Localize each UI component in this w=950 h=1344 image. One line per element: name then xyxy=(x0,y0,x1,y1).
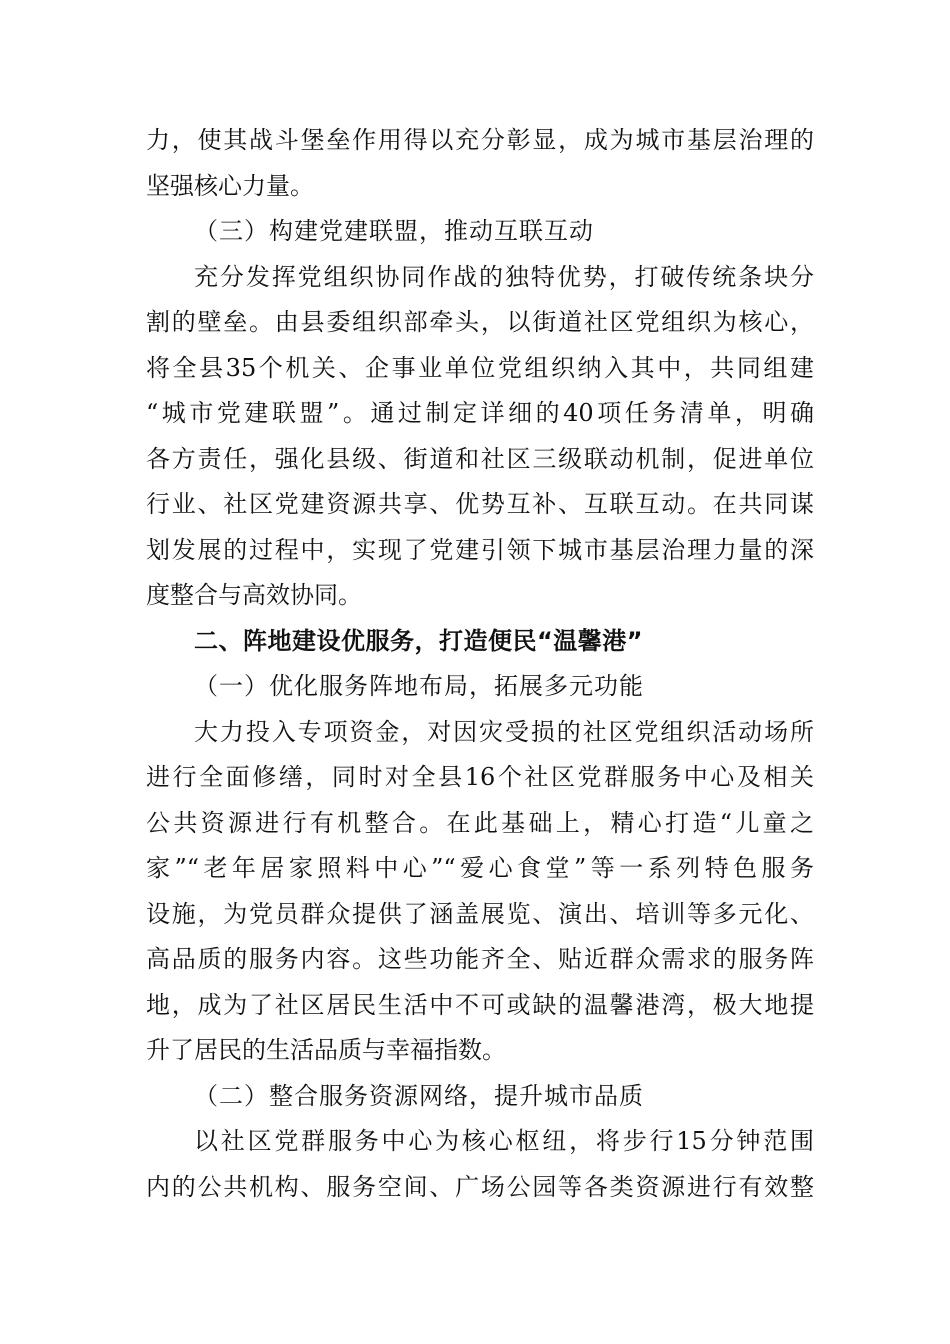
paragraph-first-line: 以社区党群服务中心为核心枢纽，将步行15分钟范围 xyxy=(194,1127,814,1155)
subsection-heading: （三）构建党建联盟，推动互联互动 xyxy=(194,217,594,245)
subsection-heading: （一）优化服务阵地布局，拓展多元功能 xyxy=(194,672,644,700)
body-text-line: 进行全面修缮，同时对全县16个社区党群服务中心及相关 xyxy=(146,763,814,791)
body-text-line: 割的壁垒。由县委组织部牵头，以街道社区党组织为核心， xyxy=(146,308,814,336)
paragraph-first-line: 大力投入专项资金，对因灾受损的社区党组织活动场所 xyxy=(194,718,814,746)
body-text-line: 度整合与高效协同。 xyxy=(146,581,362,609)
body-text-line: 将全县35个机关、企事业单位党组织纳入其中，共同组建 xyxy=(146,354,814,382)
body-text-line: 各方责任，强化县级、街道和社区三级联动机制，促进单位 xyxy=(146,445,814,473)
body-text-line: 力，使其战斗堡垒作用得以充分彰显，成为城市基层治理的 xyxy=(146,126,814,154)
section-heading: 二、阵地建设优服务，打造便民“温馨港” xyxy=(194,627,644,655)
body-text-line: 行业、社区党建资源共享、优势互补、互联互动。在共同谋 xyxy=(146,490,814,518)
body-text-line: 升了居民的生活品质与幸福指数。 xyxy=(146,1036,506,1064)
body-text-line: 坚强核心力量。 xyxy=(146,172,314,200)
body-text-line: 高品质的服务内容。这些功能齐全、贴近群众需求的服务阵 xyxy=(146,945,814,973)
subsection-heading: （二）整合服务资源网络，提升城市品质 xyxy=(194,1082,644,1110)
body-text-line: 公共资源进行有机整合。在此基础上，精心打造“儿童之 xyxy=(146,809,814,837)
body-text-line: “城市党建联盟”。通过制定详细的40项任务清单，明确 xyxy=(146,399,814,427)
body-text-line: 划发展的过程中，实现了党建引领下城市基层治理力量的深 xyxy=(146,536,814,564)
body-text-line: 设施，为党员群众提供了涵盖展览、演出、培训等多元化、 xyxy=(146,900,814,928)
paragraph-first-line: 充分发挥党组织协同作战的独特优势，打破传统条块分 xyxy=(194,263,814,291)
body-text-line: 内的公共机构、服务空间、广场公园等各类资源进行有效整 xyxy=(146,1173,814,1201)
body-text-line: 家”“老年居家照料中心”“爱心食堂”等一系列特色服务 xyxy=(146,854,814,882)
body-text-line: 地，成为了社区居民生活中不可或缺的温馨港湾，极大地提 xyxy=(146,991,814,1019)
